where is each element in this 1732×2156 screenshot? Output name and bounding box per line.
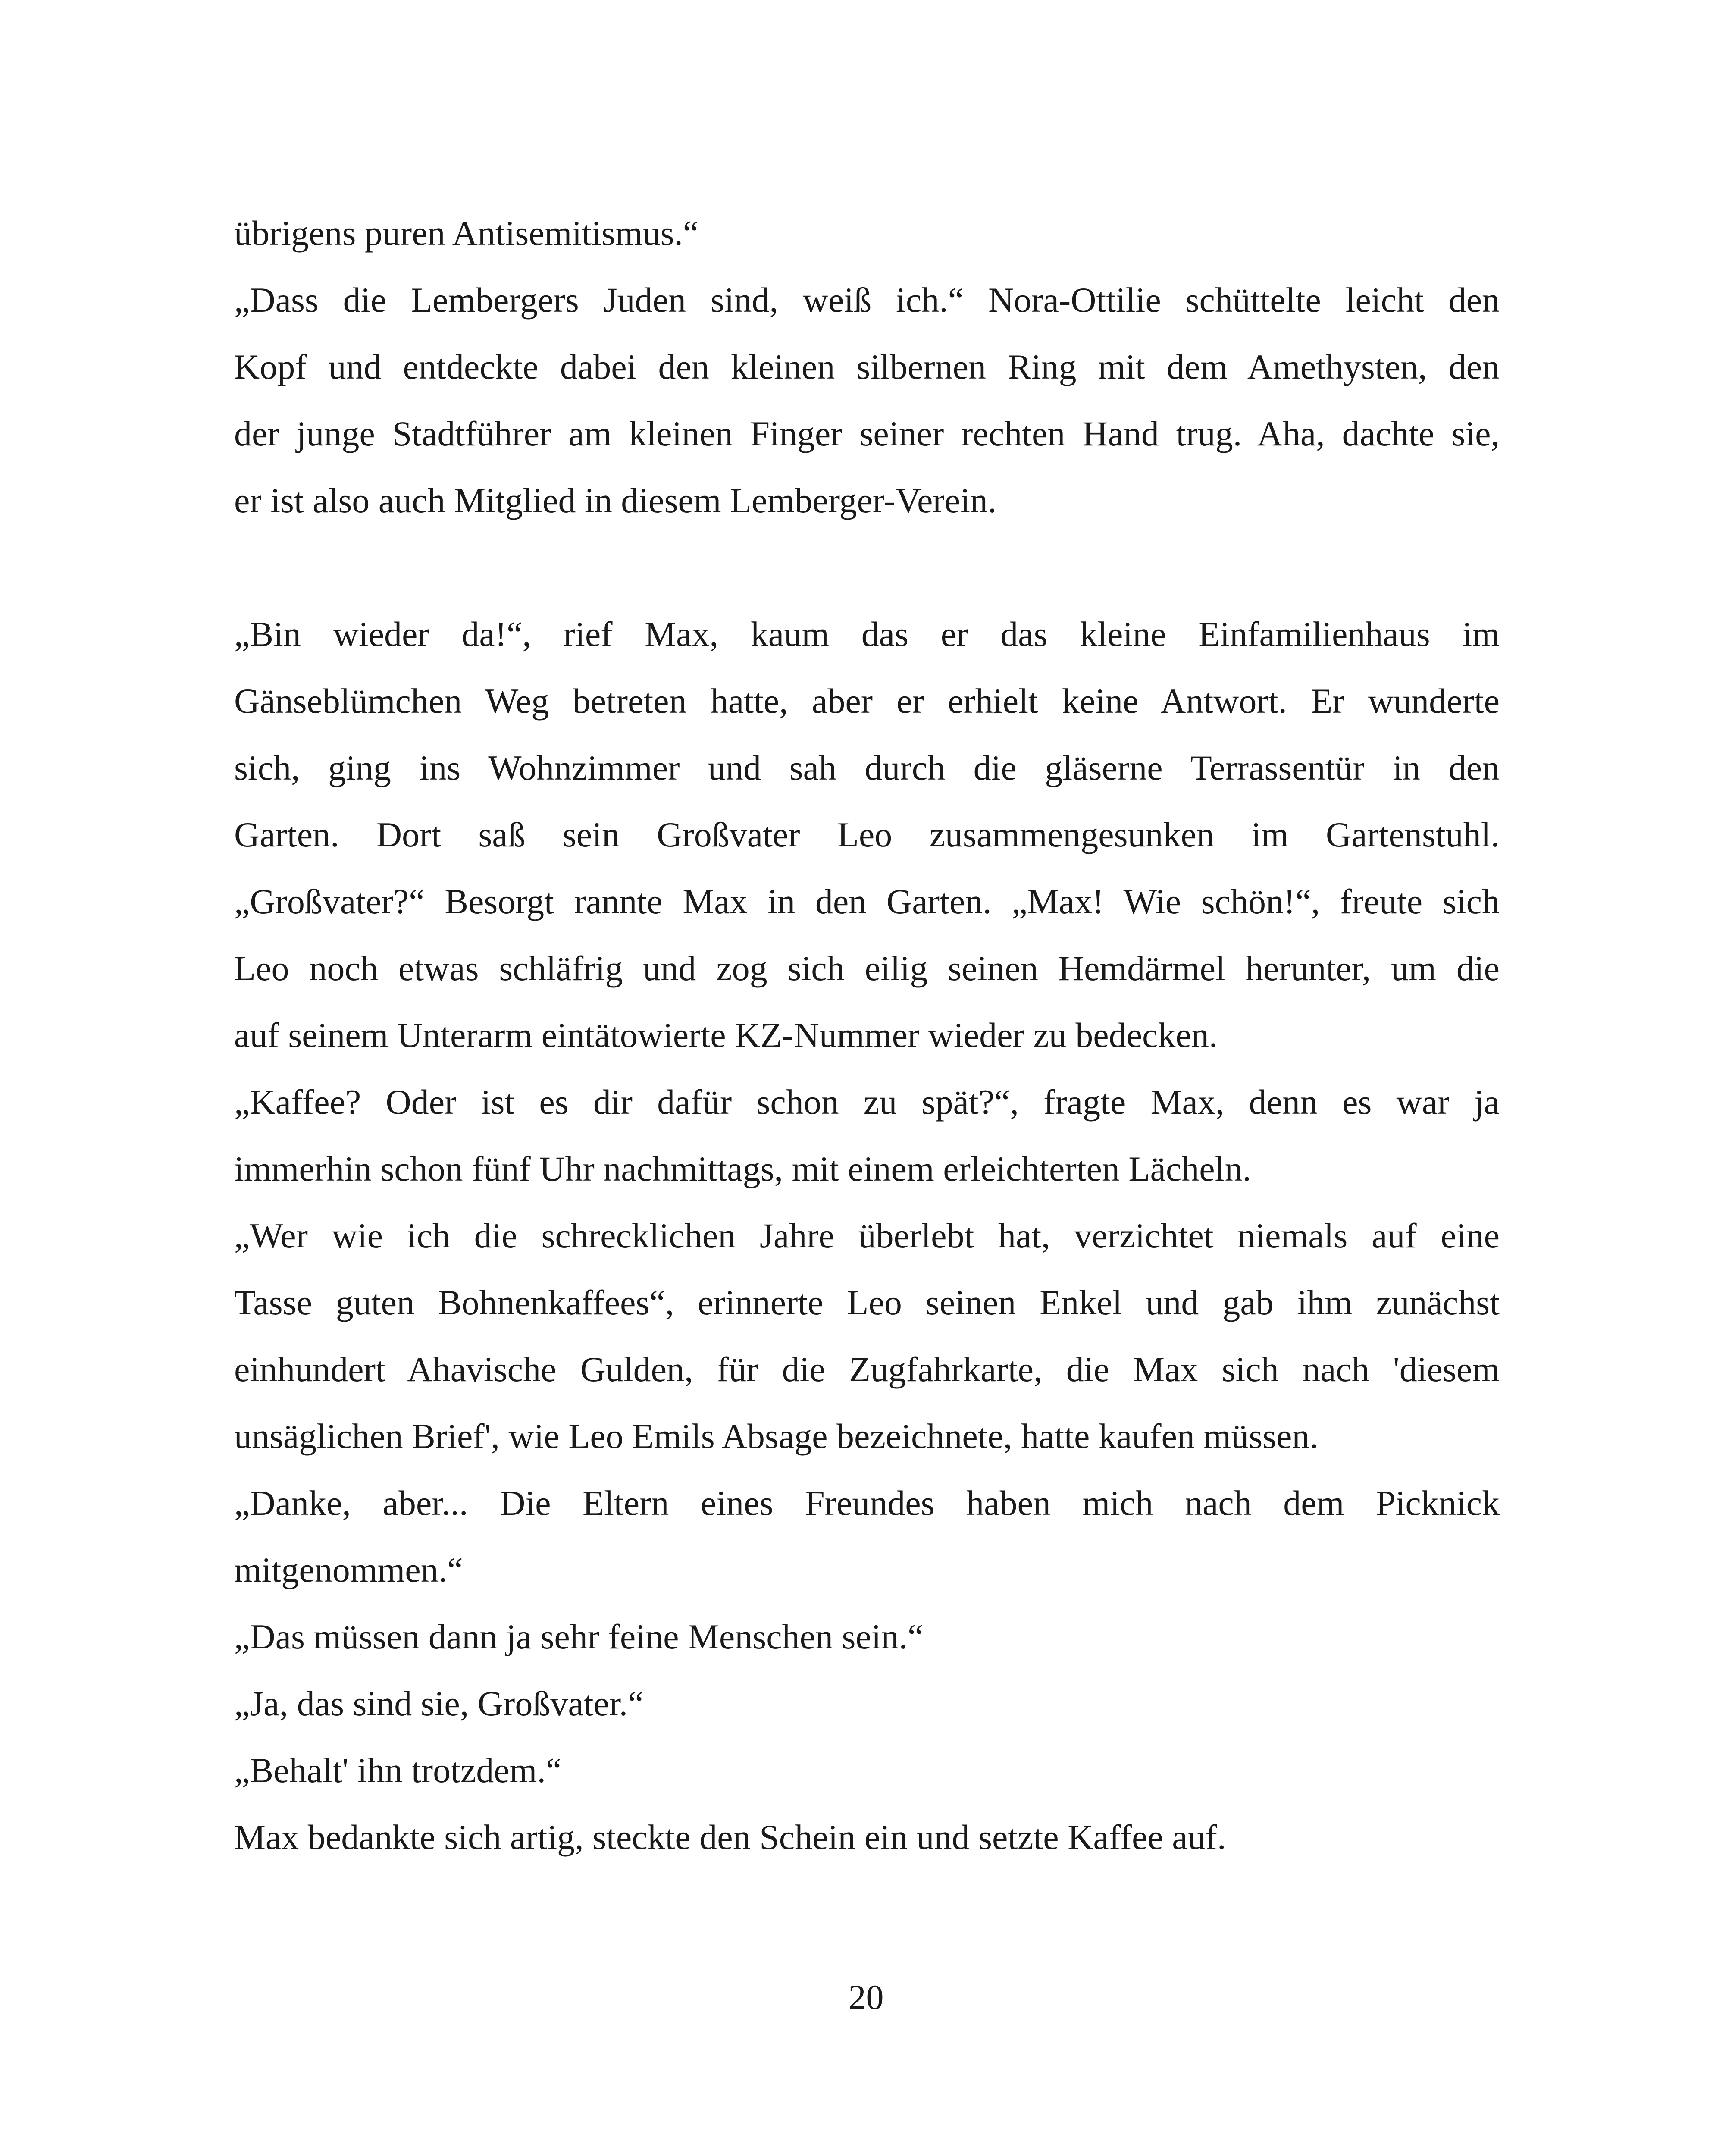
- text-line: „Bin wieder da!“, rief Max, kaum das er das kleine Einfamilienhaus im: [234, 614, 1500, 654]
- text-line: Leo noch etwas schläfrig und zog sich eilig seinen Hemdärmel herunter, um die: [234, 949, 1500, 988]
- text-line: Kopf und entdeckte dabei den kleinen silbernen Ring mit dem Amethysten, den: [234, 347, 1500, 386]
- text-line: Garten. Dort saß sein Großvater Leo zusammengesunken im Gartenstuhl.: [234, 815, 1500, 854]
- paragraph-gap: [234, 534, 1500, 601]
- text-line: Tasse guten Bohnenkaffees“, erinnerte Leo seinen Enkel und gab ihm zunächst: [234, 1283, 1500, 1322]
- text-line: übrigens puren Antisemitismus.“: [234, 213, 699, 253]
- text-line: Max bedankte sich artig, steckte den Schein ein und setzte Kaffee auf.: [234, 1818, 1226, 1857]
- text-line: Gänseblümchen Weg betreten hatte, aber er erhielt keine Antwort. Er wunderte: [234, 681, 1500, 721]
- body-text: [234, 200, 1500, 1871]
- text-line: „Wer wie ich die schrecklichen Jahre überlebt hat, verzichtet niemals auf eine: [234, 1216, 1500, 1255]
- text-line: „Dass die Lembergers Juden sind, weiß ich.“ Nora-Ottilie schüttelte leicht den: [234, 280, 1500, 320]
- text-line: sich, ging ins Wohnzimmer und sah durch die gläserne Terrassentür in den: [234, 748, 1500, 787]
- text-line: „Das müssen dann ja sehr feine Menschen sein.“: [234, 1617, 924, 1656]
- text-line: „Ja, das sind sie, Großvater.“: [234, 1684, 644, 1723]
- text-line: einhundert Ahavische Gulden, für die Zugfahrkarte, die Max sich nach 'diesem: [234, 1350, 1500, 1389]
- text-line: er ist also auch Mitglied in diesem Lemberger-Verein.: [234, 481, 997, 520]
- text-line: mitgenommen.“: [234, 1550, 463, 1589]
- text-line: auf seinem Unterarm eintätowierte KZ-Nummer wieder zu bedecken.: [234, 1015, 1218, 1055]
- text-line: „Großvater?“ Besorgt rannte Max in den Garten. „Max! Wie schön!“, freute sich: [234, 882, 1500, 921]
- text-line: immerhin schon fünf Uhr nachmittags, mit einem erleichterten Lächeln.: [234, 1149, 1251, 1188]
- text-line: „Danke, aber... Die Eltern eines Freundes haben mich nach dem Picknick: [234, 1483, 1500, 1523]
- page-number: 20: [848, 1977, 884, 2017]
- text-line: „Behalt' ihn trotzdem.“: [234, 1751, 562, 1790]
- text-line: „Kaffee? Oder ist es dir dafür schon zu spät?“, fragte Max, denn es war ja: [234, 1082, 1500, 1122]
- text-line: der junge Stadtführer am kleinen Finger seiner rechten Hand trug. Aha, dachte sie,: [234, 414, 1500, 453]
- text-line: unsäglichen Brief', wie Leo Emils Absage bezeichnete, hatte kaufen müssen.: [234, 1416, 1319, 1456]
